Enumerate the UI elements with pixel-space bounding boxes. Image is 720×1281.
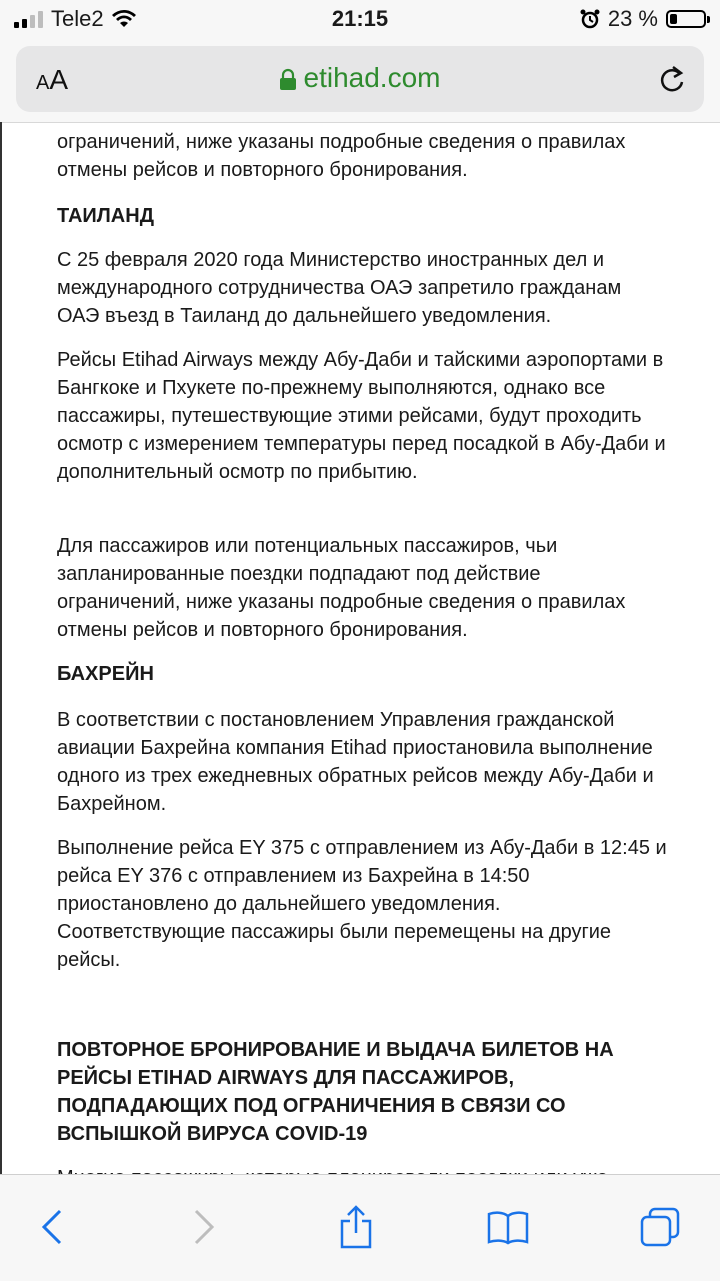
carrier-name: Tele2 bbox=[51, 6, 104, 31]
heading-bahrain: БАХРЕЙН bbox=[57, 663, 154, 685]
forward-icon bbox=[193, 1209, 215, 1245]
bookmarks-button[interactable] bbox=[478, 1197, 538, 1257]
browser-address-area bbox=[0, 38, 720, 123]
forward-button[interactable] bbox=[174, 1197, 234, 1257]
alarm-icon bbox=[580, 9, 600, 29]
status-bar bbox=[0, 0, 720, 38]
content-border bbox=[0, 122, 2, 1174]
paragraph-thailand-1: С 25 февраля 2020 года Министерство иностранных дел и международного сотрудничества ОАЭ запретило гражданам ОАЭ въезд в Таиланд до дальнейшего уведомления. bbox=[57, 249, 622, 327]
battery-percent: 23 % bbox=[607, 6, 658, 31]
page-content bbox=[0, 122, 720, 1174]
address-bar[interactable] bbox=[16, 46, 704, 112]
partial-paragraph-top: ограничений, ниже указаны подробные сведения о правилах отмены рейсов и повторного бронирования. bbox=[57, 131, 626, 181]
lock-icon bbox=[280, 69, 296, 91]
paragraph-bahrain-2: Выполнение рейса EY 375 с отправлением из Абу-Даби в 12:45 и рейса EY 376 с отправлением из Бахрейна в 14:50 приостановлено до дальнейшего уведомления. Соответствующие пассажиры были перемещены на другие рейсы. bbox=[57, 837, 667, 971]
battery-icon bbox=[666, 10, 706, 28]
url-display[interactable] bbox=[16, 62, 704, 94]
battery-info bbox=[580, 6, 706, 32]
paragraph-bahrain-1: В соответствии с постановлением Управления гражданской авиации Бахрейна компания Etihad приостановила выполнение одного из трех ежедневных обратных рейсов между Абу-Даби и Бахрейном. bbox=[57, 709, 654, 815]
paragraph-thailand-2: Рейсы Etihad Airways между Абу-Даби и тайскими аэропортами в Бангкоке и Пхукете по-прежнему выполняются, однако все пассажиры, путешествующие этими рейсами, будут проходить осмотр с измерением температуры перед посадкой в Абу-Даби и дополнительный осмотр по прибытию. bbox=[57, 349, 666, 483]
heading-rebooking: ПОВТОРНОЕ БРОНИРОВАНИЕ И ВЫДАЧА БИЛЕТОВ НА РЕЙСЫ ETIHAD AIRWAYS ДЛЯ ПАССАЖИРОВ, ПОДПАДАЮЩИХ ПОД ОГРАНИЧЕНИЯ В СВЯЗИ СО ВСПЫШКОЙ ВИРУСА COVID-19 bbox=[57, 1039, 614, 1145]
tabs-button[interactable] bbox=[630, 1197, 690, 1257]
paragraph-thailand-3: Для пассажиров или потенциальных пассажиров, чьи запланированные поездки подпадают под действие ограничений, ниже указаны подробные сведения о правилах отмены рейсов и повторного бронирования. bbox=[57, 535, 626, 641]
bookmarks-icon bbox=[487, 1210, 529, 1244]
clock: 21:15 bbox=[331, 6, 389, 31]
tabs-icon bbox=[640, 1207, 680, 1247]
back-icon bbox=[41, 1209, 63, 1245]
share-button[interactable] bbox=[326, 1197, 386, 1257]
share-icon bbox=[338, 1205, 374, 1249]
heading-thailand: ТАИЛАНД bbox=[57, 205, 154, 227]
text-size-button[interactable]: AA bbox=[36, 64, 69, 95]
back-button[interactable] bbox=[22, 1197, 82, 1257]
reload-icon[interactable] bbox=[658, 62, 686, 94]
browser-toolbar bbox=[0, 1174, 720, 1281]
url-text: etihad.com bbox=[303, 62, 441, 93]
